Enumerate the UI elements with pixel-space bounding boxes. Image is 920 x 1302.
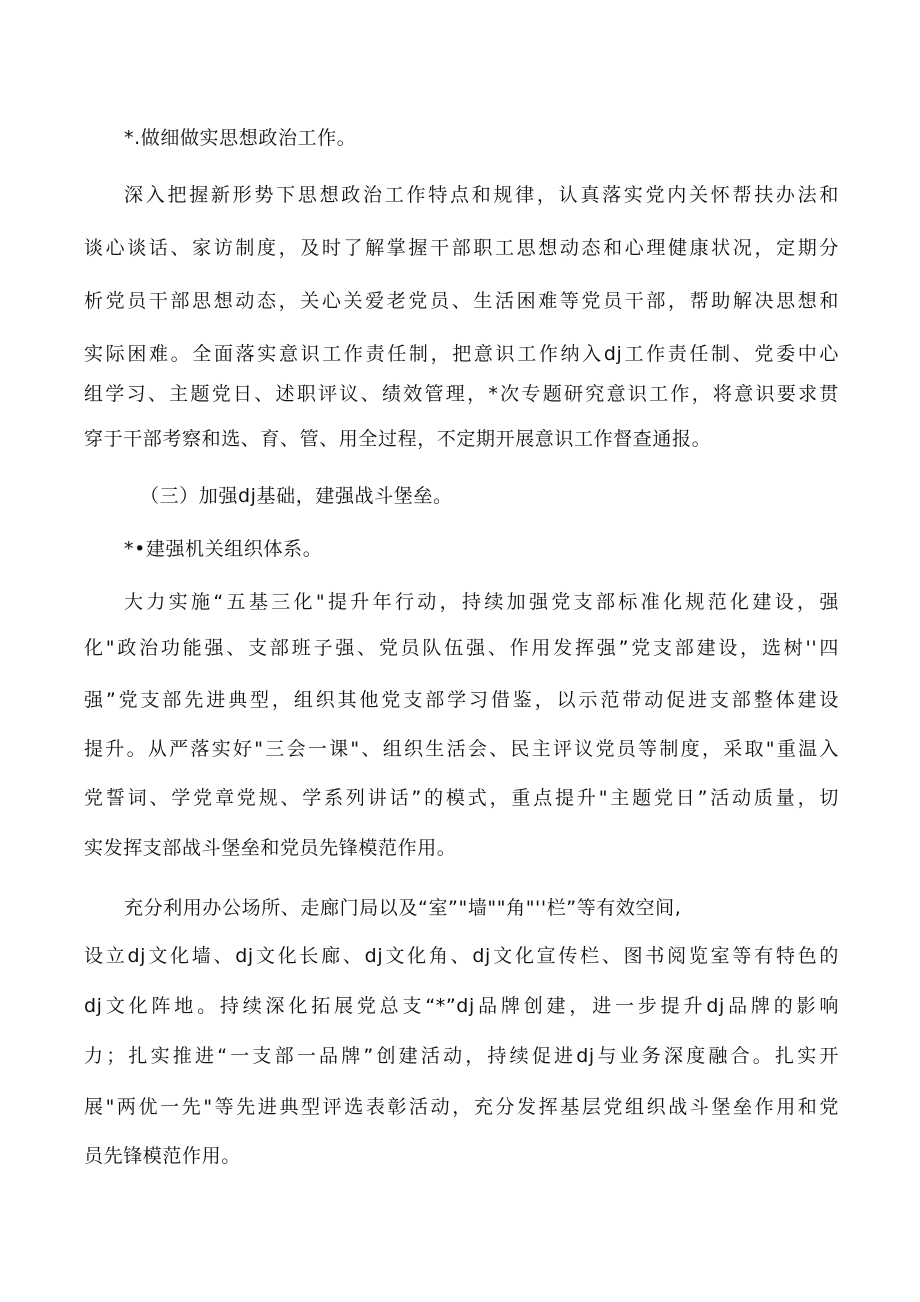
paragraph-line: 谈心谈话、家访制度，及时了解掌握干部职工思想动态和心理健康状况，定期分 xyxy=(84,237,839,259)
paragraph-line: 强”党支部先进典型，组织其他党支部学习借鉴，以示范带动促进支部整体建设 xyxy=(84,689,839,711)
paragraph-line: 充分利用办公场所、走廊门局以及“室”"墙""角"''栏”等有效空间, xyxy=(124,897,682,919)
paragraph-line: 深入把握新形势下思想政治工作特点和规律，认真落实党内关怀帮扶办法和 xyxy=(124,184,839,206)
section-heading: （三）加强dj基础，建强战斗堡垒。 xyxy=(140,485,453,507)
paragraph-line: 展"两优一先"等先进典型评选表彰活动，充分发挥基层党组织战斗堡垒作用和党 xyxy=(84,1096,839,1118)
paragraph-line: 实际困难。全面落实意识工作责任制，把意识工作纳入dj工作责任制、党委中心 xyxy=(84,343,839,365)
paragraph-line: 设立dj文化墙、dj文化长廊、dj文化角、dj文化宣传栏、图书阅览室等有特色的 xyxy=(84,945,839,967)
paragraph-line: dj文化阵地。持续深化拓展党总支“*”dj品牌创建，进一步提升dj品牌的影响 xyxy=(84,995,839,1017)
paragraph-line: 穿于干部考察和选、育、管、用全过程，不定期开展意识工作督查通报。 xyxy=(84,428,712,450)
paragraph-line: 提升。从严落实好"三会一课"、组织生活会、民主评议党员等制度，采取"重温入 xyxy=(84,738,839,760)
paragraph-line: 员先锋模范作用。 xyxy=(84,1145,241,1167)
section-heading: *•建强机关组织体系。 xyxy=(124,538,323,560)
paragraph-line: 化"政治功能强、支部班子强、党员队伍强、作用发挥强”党支部建设，选树''四 xyxy=(84,637,839,659)
document-page xyxy=(84,0,844,1302)
paragraph-line: 析党员干部思想动态，关心关爱老党员、生活困难等党员干部，帮助解决思想和 xyxy=(84,290,839,312)
paragraph-line: 组学习、主题党日、述职评议、绩效管理，*次专题研究意识工作，将意识要求贯 xyxy=(84,383,839,405)
paragraph-line: 大力实施“五基三化"提升年行动，持续加强党支部标准化规范化建设，强 xyxy=(124,591,839,613)
paragraph-line: 力；扎实推进“一支部一品牌”创建活动，持续促进dj与业务深度融合。扎实开 xyxy=(84,1045,839,1067)
paragraph-line: 党誓词、学党章党规、学系列讲话”的模式，重点提升"主题党日”活动质量，切 xyxy=(84,787,839,809)
paragraph-line: 实发挥支部战斗堡垒和党员先锋模范作用。 xyxy=(84,837,457,859)
section-heading: *.做细做实思想政治工作。 xyxy=(124,127,357,149)
